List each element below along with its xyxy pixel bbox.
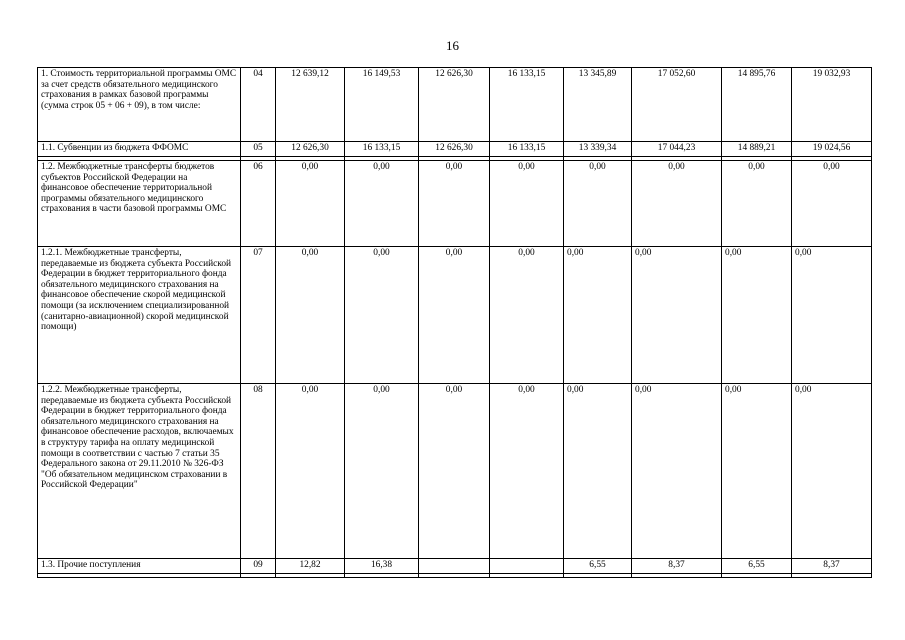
row-name: 1.2. Межбюджетные трансферты бюджетов субъектов Российской Федерации на финансовое обеспечение территориальной программы обязательного медицинского страхования в части базовой программы ОМС [38, 161, 241, 247]
cell-value: 16 133,15 [345, 142, 419, 157]
cell-value: 12,82 [276, 559, 345, 574]
cell-value: 12 626,30 [419, 68, 490, 142]
row-code: 04 [241, 68, 276, 142]
cell-value: 0,00 [276, 161, 345, 247]
row-name: 1.3. Прочие поступления [38, 559, 241, 574]
cell-value: 12 639,12 [276, 68, 345, 142]
cell-value: 0,00 [792, 384, 872, 559]
row-code: 05 [241, 142, 276, 157]
cell-value [490, 559, 564, 574]
cell-value: 16 133,15 [490, 142, 564, 157]
cell-value: 0,00 [490, 161, 564, 247]
cell-value: 0,00 [490, 247, 564, 384]
cell-value: 12 626,30 [419, 142, 490, 157]
cell-value: 0,00 [722, 384, 792, 559]
table-row [38, 247, 872, 384]
cell-value: 0,00 [632, 384, 722, 559]
table-row [38, 384, 872, 559]
cell-value: 0,00 [632, 161, 722, 247]
cell-value: 17 044,23 [632, 142, 722, 157]
row-name: 1.2.2. Межбюджетные трансферты, передаваемые из бюджета субъекта Российской Федерации в бюджет территориального фонда обязательного медицинского страхования на финансовое обеспечение расходов, включаемых в структуру тарифа на оплату медицинской помощи в соответствии с частью 7 статьи 35 Федерального закона от 29.11.2010 № 326-ФЗ "Об обязательном медицинском страховании в Российской Федерации" [38, 384, 241, 559]
cell-value: 0,00 [276, 384, 345, 559]
cell-value: 0,00 [490, 384, 564, 559]
row-code: 08 [241, 384, 276, 559]
table-row [38, 161, 872, 247]
table-row [38, 559, 872, 574]
cell-value: 0,00 [345, 161, 419, 247]
table-row [38, 142, 872, 157]
cell-value: 14 895,76 [722, 68, 792, 142]
cell-value: 0,00 [419, 384, 490, 559]
table-row [38, 68, 872, 142]
cell-value: 8,37 [792, 559, 872, 574]
row-spacer [38, 574, 872, 578]
cell-value: 19 032,93 [792, 68, 872, 142]
cell-value: 16,38 [345, 559, 419, 574]
cell-value: 0,00 [564, 161, 632, 247]
cell-value: 0,00 [722, 247, 792, 384]
row-code: 07 [241, 247, 276, 384]
cell-value: 14 889,21 [722, 142, 792, 157]
cell-value: 13 339,34 [564, 142, 632, 157]
cell-value: 16 133,15 [490, 68, 564, 142]
cell-value: 8,37 [632, 559, 722, 574]
cell-value: 0,00 [419, 161, 490, 247]
cell-value: 0,00 [345, 247, 419, 384]
row-code: 06 [241, 161, 276, 247]
page-number: 16 [446, 38, 459, 53]
cell-value: 0,00 [792, 247, 872, 384]
cell-value: 13 345,89 [564, 68, 632, 142]
budget-table [37, 67, 872, 578]
row-name: 1. Стоимость территориальной программы ОМС за счет средств обязательного медицинского страхования в рамках базовой программы (сумма строк 05 + 06 + 09), в том числе: [38, 68, 241, 142]
cell-value [419, 559, 490, 574]
cell-value: 0,00 [564, 384, 632, 559]
cell-value: 0,00 [632, 247, 722, 384]
row-code: 09 [241, 559, 276, 574]
cell-value: 6,55 [722, 559, 792, 574]
cell-value: 0,00 [419, 247, 490, 384]
cell-value: 0,00 [345, 384, 419, 559]
cell-value: 17 052,60 [632, 68, 722, 142]
cell-value: 19 024,56 [792, 142, 872, 157]
cell-value: 0,00 [276, 247, 345, 384]
cell-value: 0,00 [564, 247, 632, 384]
cell-value: 6,55 [564, 559, 632, 574]
cell-value: 0,00 [792, 161, 872, 247]
cell-value: 12 626,30 [276, 142, 345, 157]
cell-value: 16 149,53 [345, 68, 419, 142]
row-name: 1.2.1. Межбюджетные трансферты, передаваемые из бюджета субъекта Российской Федерации в бюджет территориального фонда обязательного медицинского страхования на финансовое обеспечение скорой медицинской помощи (за исключением специализированной (санитарно-авиационной) скорой медицинской помощи) [38, 247, 241, 384]
row-name: 1.1. Субвенции из бюджета ФФОМС [38, 142, 241, 157]
cell-value: 0,00 [722, 161, 792, 247]
